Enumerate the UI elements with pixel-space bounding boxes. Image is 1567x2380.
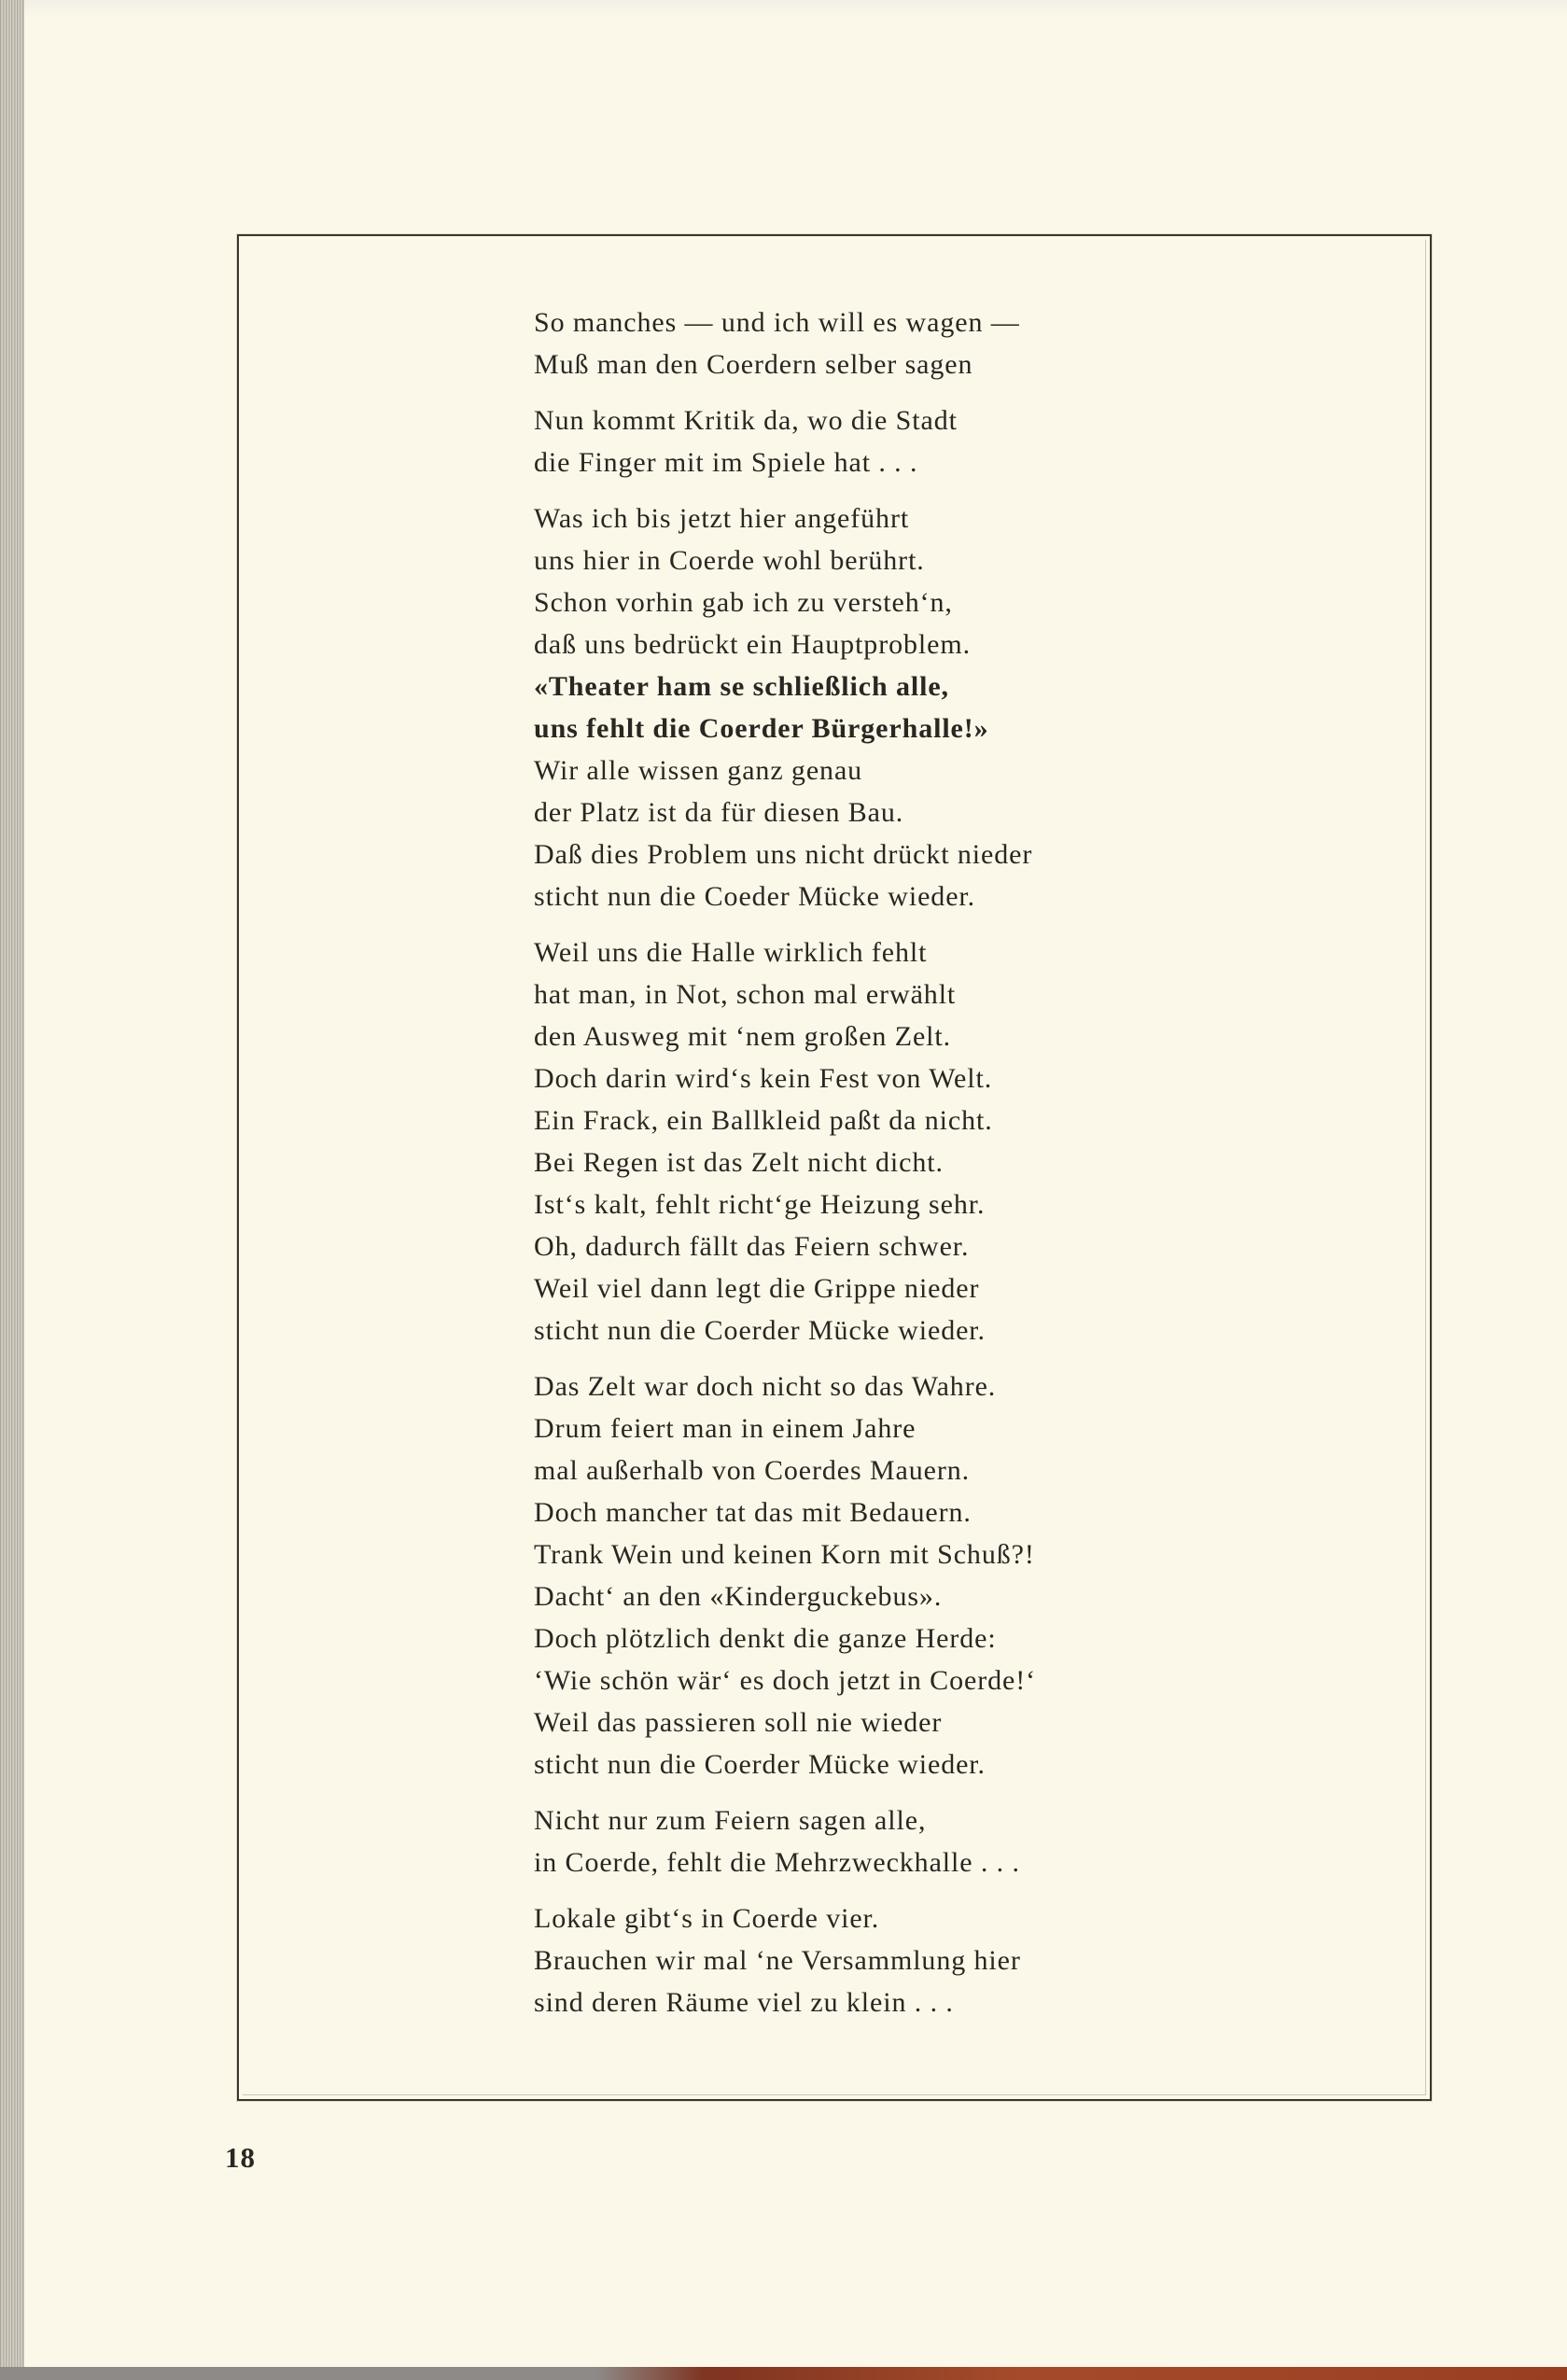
poem-line: sticht nun die Coerder Mücke wieder. bbox=[534, 1315, 986, 1346]
poem-line: Das Zelt war doch nicht so das Wahre. bbox=[534, 1371, 997, 1402]
page-number: 18 bbox=[225, 2141, 256, 2174]
poem-line-emphasis: «Theater ham se schließlich alle, bbox=[534, 671, 949, 702]
poem-line: Schon vorhin gab ich zu versteh‘n, bbox=[534, 587, 953, 618]
poem-line: Drum feiert man in einem Jahre bbox=[534, 1413, 916, 1444]
poem-line: der Platz ist da für diesen Bau. bbox=[534, 797, 904, 828]
poem-line: Doch mancher tat das mit Bedauern. bbox=[534, 1497, 972, 1528]
stanza-1 bbox=[534, 301, 1187, 385]
poem-line: Lokale gibt‘s in Coerde vier. bbox=[534, 1903, 880, 1934]
poem-line: uns hier in Coerde wohl berührt. bbox=[534, 545, 925, 576]
stanza-5 bbox=[534, 1365, 1187, 1785]
poem-line: Ist‘s kalt, fehlt richt‘ge Heizung sehr. bbox=[534, 1189, 986, 1220]
poem-line: den Ausweg mit ‘nem großen Zelt. bbox=[534, 1021, 952, 1052]
poem-line: ‘Wie schön wär‘ es doch jetzt in Coerde!‘ bbox=[534, 1665, 1036, 1696]
poem-line: Ein Frack, ein Ballkleid paßt da nicht. bbox=[534, 1105, 993, 1136]
poem-line: Daß dies Problem uns nicht drückt nieder bbox=[534, 839, 1033, 870]
stanza-7 bbox=[534, 1897, 1187, 2023]
stanza-2 bbox=[534, 399, 1187, 483]
poem-line: die Finger mit im Spiele hat . . . bbox=[534, 447, 918, 478]
poem-line: sticht nun die Coeder Mücke wieder. bbox=[534, 881, 976, 912]
scan-top-shadow bbox=[24, 0, 1567, 17]
poem-line: Weil uns die Halle wirklich fehlt bbox=[534, 937, 928, 968]
stanza-6 bbox=[534, 1799, 1187, 1883]
poem-line: Weil viel dann legt die Grippe nieder bbox=[534, 1273, 980, 1304]
poem-line: Bei Regen ist das Zelt nicht dicht. bbox=[534, 1147, 944, 1178]
poem-line: in Coerde, fehlt die Mehrzweckhalle . . . bbox=[534, 1847, 1020, 1878]
poem-line: Doch plötzlich denkt die ganze Herde: bbox=[534, 1623, 997, 1654]
poem-line: Oh, dadurch fällt das Feiern schwer. bbox=[534, 1231, 970, 1262]
poem-line: Wir alle wissen ganz genau bbox=[534, 755, 863, 786]
poem-line: Nicht nur zum Feiern sagen alle, bbox=[534, 1805, 927, 1836]
book-page-edge bbox=[0, 0, 24, 2380]
scan-bottom-strip bbox=[0, 2367, 1567, 2380]
poem-line-emphasis: uns fehlt die Coerder Bürgerhalle!» bbox=[534, 713, 989, 744]
poem-line: Trank Wein und keinen Korn mit Schuß?! bbox=[534, 1539, 1035, 1570]
poem-text bbox=[534, 301, 1187, 2037]
stanza-3 bbox=[534, 497, 1187, 917]
poem-line: sind deren Räume viel zu klein . . . bbox=[534, 1987, 954, 2018]
poem-line: Muß man den Coerdern selber sagen bbox=[534, 349, 973, 380]
poem-line: Doch darin wird‘s kein Fest von Welt. bbox=[534, 1063, 993, 1094]
stanza-4 bbox=[534, 931, 1187, 1351]
poem-line: Was ich bis jetzt hier angeführt bbox=[534, 503, 910, 534]
poem-line: Weil das passieren soll nie wieder bbox=[534, 1707, 943, 1738]
poem-line: daß uns bedrückt ein Hauptproblem. bbox=[534, 629, 971, 660]
poem-line: Brauchen wir mal ‘ne Versammlung hier bbox=[534, 1945, 1021, 1976]
poem-line: Nun kommt Kritik da, wo die Stadt bbox=[534, 405, 958, 436]
poem-line: sticht nun die Coerder Mücke wieder. bbox=[534, 1749, 986, 1780]
poem-line: hat man, in Not, schon mal erwählt bbox=[534, 979, 957, 1010]
poem-line: Dacht‘ an den «Kinderguckebus». bbox=[534, 1581, 943, 1612]
poem-line: mal außerhalb von Coerdes Mauern. bbox=[534, 1455, 971, 1486]
poem-line: So manches — und ich will es wagen — bbox=[534, 307, 1020, 338]
